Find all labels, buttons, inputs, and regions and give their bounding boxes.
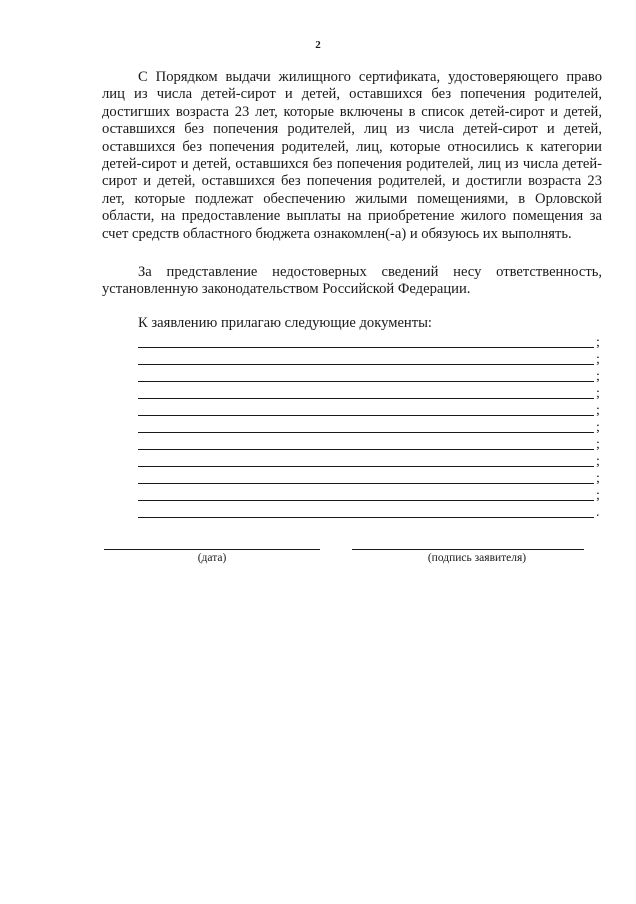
line-end-mark: ; [596, 403, 600, 418]
attachment-line [138, 400, 606, 417]
line-end-mark: ; [596, 488, 600, 503]
fill-in-rule [138, 449, 594, 450]
consent-paragraph: С Порядком выдачи жилищного сертификата, удостоверяющего право лиц из числа детей-сирот и детей, оставшихся без попечения родителей, достигших возраста 23 лет, которые включены в список детей-сирот и детей, оставшихся без попечения родителей, лиц из числа детей-сирот и детей, оставшихся без попечения родителей, лиц, которые относились к категории детей-сирот и детей, оставшихся без попечения родителей, лиц из числа детей-сирот и детей, оставшихся без попечения родителей, и достигли возраста 23 лет, которые подлежат обеспечению жилыми помещениями, в Орловской области, на предоставление выплаты на приобретение жилого помещения за счет средств областного бюджета ознакомлен(-а) и обязуюсь их выполнять. [102, 69, 602, 242]
liability-paragraph: За представление недостоверных сведений несу ответственность, установленную законодательством Российской Федерации. [102, 264, 602, 298]
line-end-mark: ; [596, 386, 600, 401]
page-number: 2 [315, 39, 321, 51]
attachment-line [138, 434, 606, 451]
attachment-line [138, 502, 606, 519]
fill-in-rule [138, 432, 594, 433]
fill-in-rule [138, 466, 594, 467]
fill-in-rule [138, 364, 594, 365]
attachment-line [138, 468, 606, 485]
attachments-intro: К заявлению прилагаю следующие документы: [138, 315, 432, 331]
fill-in-rule [138, 500, 594, 501]
attachment-line [138, 332, 606, 349]
line-end-mark: ; [596, 420, 600, 435]
line-end-mark: ; [596, 471, 600, 486]
date-fill-in-line [104, 549, 320, 550]
attachment-line [138, 451, 606, 468]
attachment-line [138, 383, 606, 400]
fill-in-rule [138, 347, 594, 348]
line-end-mark: ; [596, 335, 600, 350]
line-end-mark: . [596, 505, 600, 520]
fill-in-rule [138, 381, 594, 382]
signature-fill-in-line [352, 549, 584, 550]
line-end-mark: ; [596, 437, 600, 452]
fill-in-rule [138, 398, 594, 399]
date-caption: (дата) [197, 552, 227, 564]
line-end-mark: ; [596, 369, 600, 384]
attachment-lines [138, 332, 606, 519]
attachment-line [138, 417, 606, 434]
fill-in-rule [138, 517, 594, 518]
fill-in-rule [138, 415, 594, 416]
attachment-line [138, 485, 606, 502]
line-end-mark: ; [596, 454, 600, 469]
attachment-line [138, 349, 606, 366]
line-end-mark: ; [596, 352, 600, 367]
fill-in-rule [138, 483, 594, 484]
signature-caption: (подпись заявителя) [427, 552, 527, 564]
attachment-line [138, 366, 606, 383]
